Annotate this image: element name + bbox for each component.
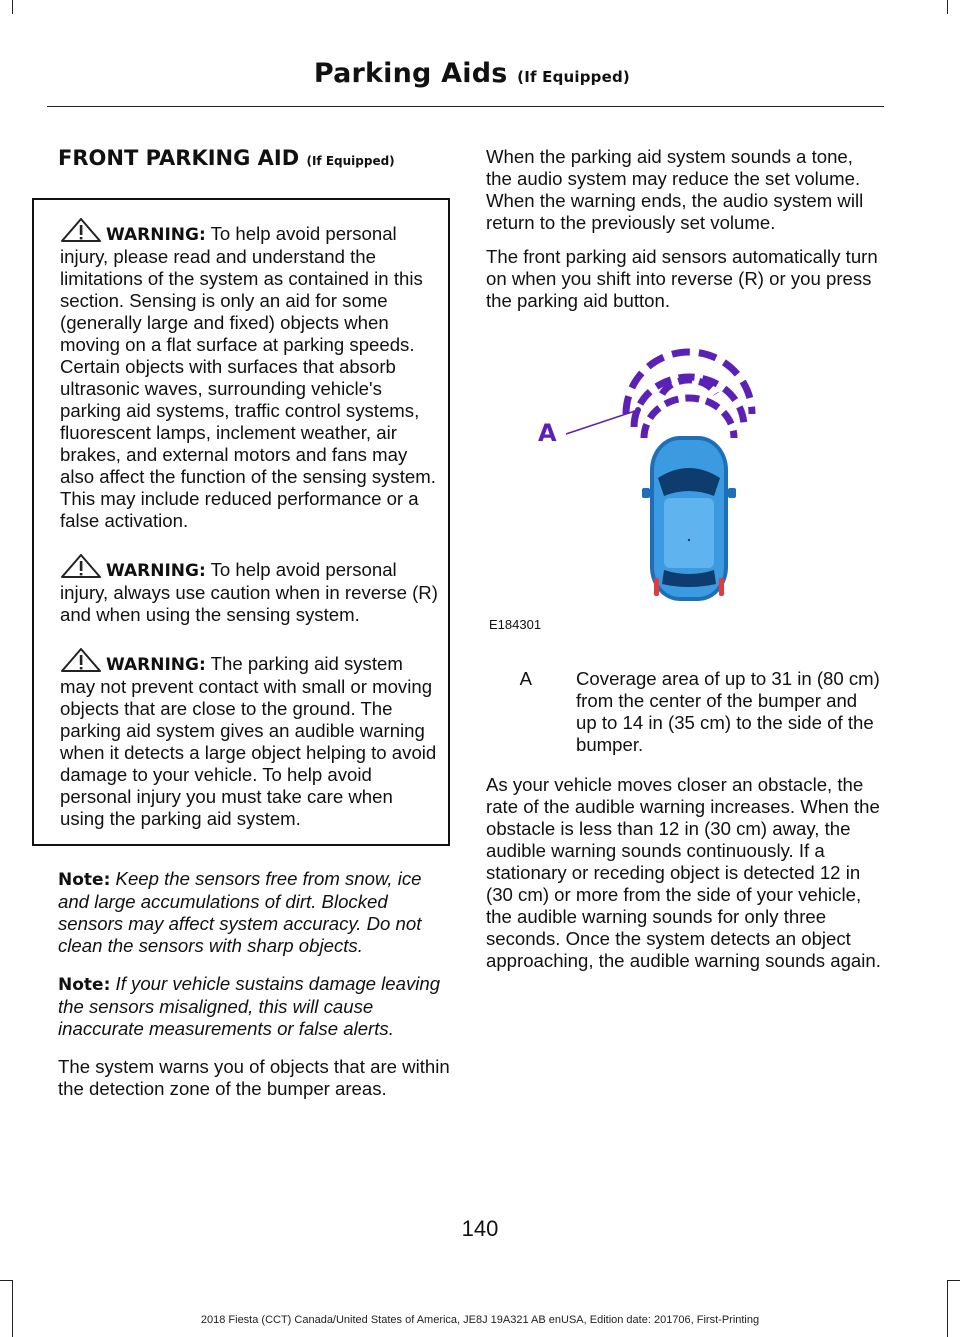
warning-label: WARNING: [106,225,206,245]
warning-triangle-icon [60,648,104,672]
detection-waves [626,352,752,438]
warning-text: The parking aid system may not prevent contact with small or moving objects that are close to the ground. The parking aid system gives an audible warning when it detects a large object helping to avoid damage to your vehicle. To help avoid personal injury you must take care when using the parking aid system. [60,653,437,829]
car-top-view [642,436,736,601]
page-number: 140 [461,1216,499,1241]
audio-paragraph: When the parking aid system sounds a tone, the audio system may reduce the set volume. When the warning ends, the audio system will return to the previously set volume. [486,146,864,233]
legend-text: Coverage area of up to 31 in (80 cm) from the center of the bumper and up to 14 in (35 cm) to the side of the bumper. [576,668,880,755]
section-title-text: FRONT PARKING AID [58,146,300,170]
crop-mark-bottom-left [12,1280,13,1337]
warning-text: To help avoid personal injury, please read and understand the limitations of the system as contained in this section. Sensing is only an aid for some (generally large and fixed) objects when moving on a flat surface at parking speeds. Certain objects with surfaces that absorb ultrasonic waves, surrounding vehicle's parking aid systems, traffic control systems, fluorescent lamps, inclement weather, air brakes, and external motors and fans may also affect the function of the sensing system. This may include reduced performance or a false activation. [60,223,436,531]
note-1 [58,868,456,957]
page-footer: 2018 Fiesta (CCT) Canada/United States of America, JE8J 19A321 AB enUSA, Edition date: 201706, First-Printing [200,1314,760,1326]
note-label: Note: [58,975,111,995]
note-2 [58,973,456,1040]
crop-mark-top-right [947,0,948,14]
left-column [58,146,456,1112]
figure-code: E184301 [489,617,542,632]
warning-label: WARNING: [106,561,206,581]
note-text: If your vehicle sustains damage leaving the sensors misaligned, this will cause inaccurate measurements or false alerts. [58,973,441,1039]
parking-aid-figure [486,328,876,632]
warning-rate-paragraph: As your vehicle moves closer an obstacle, the rate of the audible warning increases. When the obstacle is less than 12 in (30 cm) away, the audible warning sounds continuously. If a stationary or receding object is detected 12 in (30 cm) or more from the side of your vehicle, the audible warning sounds for only three seconds. Once the system detects an object approaching, the audible warning sounds again. [486,774,881,971]
warning-triangle-icon [60,554,104,578]
warning-triangle-icon [60,218,104,242]
crop-mark-bottom-left-h [0,1280,12,1281]
activation-paragraph: The front parking aid sensors automatically turn on when you shift into reverse (R) or you press the parking aid button. [486,246,878,311]
section-title-suffix: (If Equipped) [306,154,395,168]
header-title-text: Parking Aids [313,58,508,89]
callout-label: A [538,419,557,447]
crop-mark-top-left [12,0,13,14]
car-coverage-illustration [486,328,876,628]
detection-zone-paragraph: The system warns you of objects that are within the detection zone of the bumper areas. [58,1056,450,1099]
warning-3 [60,648,440,830]
crop-mark-bottom-right [947,1280,948,1337]
warning-box [32,198,450,846]
warning-2 [60,554,440,626]
figure-legend [486,668,882,756]
header-rule [47,106,884,107]
warning-label: WARNING: [106,655,206,675]
header-title-suffix: (If Equipped) [517,68,630,86]
legend-key: A [519,668,532,689]
note-text: Keep the sensors free from snow, ice and large accumulations of dirt. Blocked sensors may affect system accuracy. Do not clean the sensors with sharp objects. [58,868,422,956]
right-column [486,146,882,984]
note-label: Note: [58,870,111,890]
crop-mark-bottom-right-h [948,1280,960,1281]
warning-1 [60,218,440,532]
page-header-title [314,58,630,89]
warning-text: To help avoid personal injury, always use caution when in reverse (R) and when using the sensing system. [60,559,438,625]
section-title [58,146,456,170]
